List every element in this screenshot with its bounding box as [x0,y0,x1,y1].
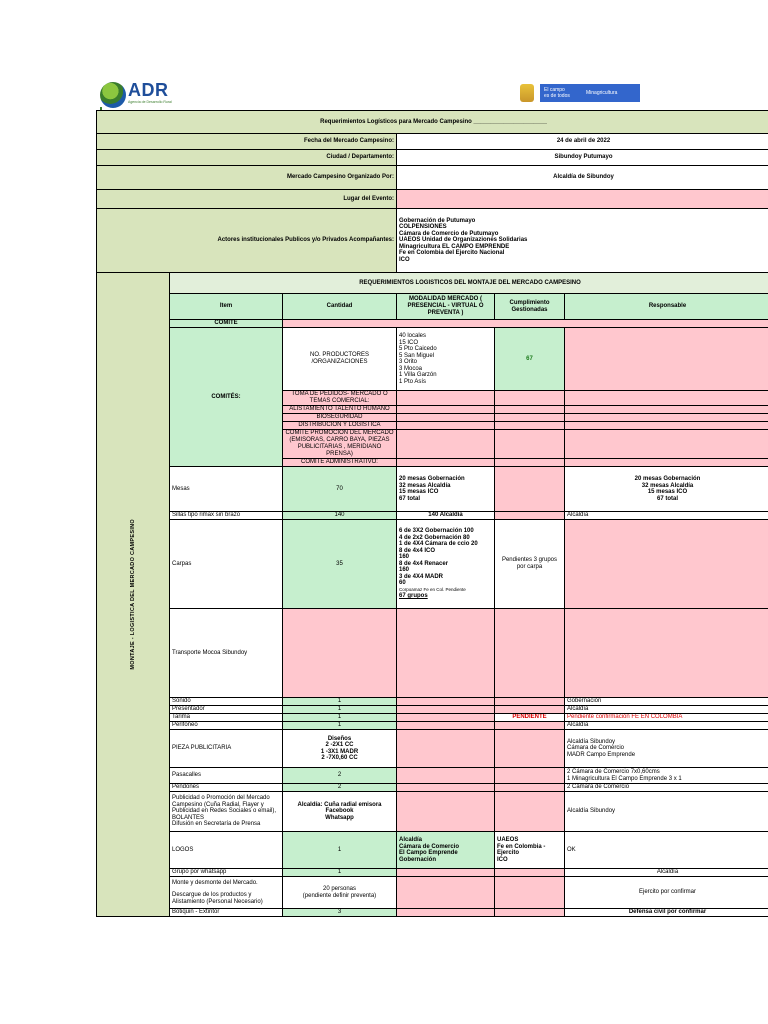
actor-item: Cámara de Comercio de Putumayo [399,230,499,237]
comite-subitem: COMITE ADMINISTRATIVO: [283,459,397,467]
mesas-modalidad-line: 32 mesas Alcaldía [399,482,451,489]
col-header-modalidad: MODALIDAD MERCADO ( PRESENCIAL - VIRTUAL O PREVENTA ) [397,294,495,320]
sillas-responsable: Alcaldía [565,512,768,520]
sillas-cantidad: 140 [283,512,397,520]
pasacalles-cantidad: 2 [283,768,397,784]
pieza-line: Diseños [327,735,352,742]
logos-mod-line: El Campo Emprende [399,850,458,856]
organizado-label: Mercado Campesino Organizado Por: [97,166,397,190]
actor-item: Gobernación de Putumayo [399,217,476,224]
logos-item: LOGOS [170,832,283,869]
section-vertical-label: MONTAJE - LOGISTICA DEL MERCADO CAMPESINO [129,519,136,670]
logos-mod-line: Gobernación [399,856,437,863]
sonido-responsable: Gobernación [565,698,768,706]
montaje-item [170,877,283,909]
perifoneo-responsable: Alcaldía [565,722,768,730]
mesas-modalidad-line: 67 total [399,495,421,502]
ciudad-label: Ciudad / Departamento: [97,150,397,166]
pendones-item: Pendones [170,784,283,792]
tarima-cumplimiento: PENDIENTE [495,714,565,722]
gov-line1: El campo [544,87,565,93]
productores-item: 1 Villa Garzón [399,372,437,378]
col-header-responsable: Responsable [565,294,768,320]
montaje-line: Descargue de los productos y Alistamiento (Personal Necesario) [172,891,263,905]
tarima-cantidad: 1 [283,714,397,722]
comite-subitem: DISTRIBUCION Y LOGISTICA [283,422,397,430]
carpas-modalidad [397,520,495,609]
botiquin-responsable: Defensa civil por confirmar [565,909,768,917]
comite-subitem: COMITÉ PROMOCION DEL MERCADO (EMISORAS, CARRO BAYA, PIEZAS PUBLICITARIAS , MERIDIANO PRENSA) [283,430,397,459]
logos-cumplimiento [495,832,565,869]
sonido-cantidad: 1 [283,698,397,706]
perifoneo-cantidad: 1 [283,722,397,730]
gov-line2: es de todos [544,93,570,99]
logos-mod-line: Alcaldía [399,837,423,843]
mesas-modalidad-line: 15 mesas ICO [399,489,439,495]
adr-logo-subtitle: Agencia de Desarrollo Rural [128,100,172,104]
pasacalles-item: Pasacalles [170,768,283,784]
sillas-modalidad: 140 Alcaldía [397,512,495,520]
presentador-item: Presentador [170,706,283,714]
presentador-cantidad: 1 [283,706,397,714]
adr-logo-icon [100,82,126,108]
organizado-value: Alcaldía de Sibundoy [397,166,768,190]
section-side [97,273,170,917]
col-header-item: Item [170,294,283,320]
colombia-seal-icon [520,84,534,102]
montaje-cant-line: (pendiente definir preventa) [302,892,377,899]
productores-item: 3 Orito [399,359,418,365]
pieza-responsable [565,730,768,768]
publicidad-responsable: Alcaldía Sibundoy [565,792,768,832]
logos-cump-line: Fe en Colombia - [497,843,546,850]
section-heading: REQUERIMIENTOS LOGISTICOS DEL MONTAJE DEL MERCADO CAMPESINO [170,273,768,294]
pieza-resp-line: MADR Campo Emprende [567,751,636,758]
carpas-cantidad: 35 [283,520,397,609]
carpas-line: 1 de 4X4 Cámara de ccio 20 [399,541,478,548]
carpas-total: 67 grupos [399,593,428,600]
carpas-line: 160 [399,567,410,574]
carpas-line: 8 de 4x4 ICO [399,547,436,554]
logos-cump-line: Ejercito [497,850,520,856]
requirements-sheet [96,110,768,917]
comite-subitem: BIOSEGURIDAD [283,414,397,422]
whatsapp-responsable: Alcaldía [565,869,768,877]
fecha-label: Fecha del Mercado Campesino: [97,134,397,150]
carpas-line: 4 de 2x2 Gobernación 80 [399,534,470,541]
productores-item: 5 Pto Caicedo [399,346,437,352]
mesas-responsable-line: 20 mesas Gobernación [634,476,701,482]
form-title: Requerimientos Logísticos para Mercado Campesino ______________________ [97,111,768,134]
actor-item: Fe en Colombia del Ejercito Nacional [399,250,505,257]
actor-item: COLPENSIONES [399,224,447,231]
pasacalles-responsable [565,768,768,784]
mesas-item: Mesas [170,467,283,512]
mesas-responsable-line: 32 mesas Alcaldía [641,482,694,489]
montaje-cant-line: 20 personas [322,886,357,892]
productores-item: 1 Pto Asís [399,378,427,385]
carpas-line: 6 de 3X2 Gobernación 100 [399,528,474,535]
productores-total: 67 [495,328,565,391]
mesas-cantidad: 70 [283,467,397,512]
carpas-line: 160 [399,554,410,561]
sonido-item: Sonido [170,698,283,706]
gov-logo [520,84,620,102]
pieza-line: 2 -2X1 CC [325,742,354,748]
productores-list [397,328,495,391]
productores-responsable [565,328,768,391]
pieza-resp-line: Cámara de Comercio [567,745,625,752]
sillas-item: Sillas tipo rimax sin brazo [170,512,283,520]
pieza-line: 2 -7X0,60 CC [321,755,358,761]
whatsapp-item: Grupo por whatsapp [170,869,283,877]
comite-subitem: ALISTAMIENTO TALENTO HUMANO [283,406,397,414]
botiquin-item: Botiquin - Extintor [170,909,283,917]
productores-item: 40 locales [399,333,427,339]
col-header-cantidad: Cantidad [283,294,397,320]
logos-cump-line: ICO [497,856,508,863]
mesas-responsable-line: 67 total [657,495,679,502]
pieza-item: PIEZA PUBLICITARIA [170,730,283,768]
comites-label: COMITÉS: [170,328,283,467]
gov-ministry: Minagricultura [586,90,618,96]
pasacalles-line: 2 Cámara de Comercio 7x0,60cms [567,769,660,775]
carpas-line: 60 [399,580,406,587]
mesas-modalidad-line: 20 mesas Gobernación [399,476,465,482]
logos-cantidad: 1 [283,832,397,869]
publicidad-line: Difusión en Secretaría de Prensa [172,821,261,828]
mesas-responsable-line: 15 mesas ICO [647,489,688,495]
adr-logo-text: ADR [128,80,169,100]
actor-item: Minagricultura EL CAMPO EMPRENDE [399,243,510,250]
productores-item: 3 Mocoa [399,365,423,372]
montaje-line: Monte y desmonte del Mercado. [172,879,258,886]
logos-mod-line: Cámara de Comercio [399,843,460,850]
ciudad-value: Sibundoy Putumayo [397,150,768,166]
pasacalles-line: 1 Minagricultura El Campo Emprende 3 x 1 [567,775,682,782]
pendones-responsable: 2 Cámara de Comercio [565,784,768,792]
publicidad-line: Publicidad o Promoción del Mercado Campesino (Cuña Radial, Flayer y Publicidad en Redes Sociales o email), BOLANTES [172,795,277,821]
logos-responsable: OK [565,832,768,869]
actores-label: Actores institucionales Publicos y/o Privados Acompañantes: [97,209,397,273]
botiquin-cantidad: 3 [283,909,397,917]
publicidad-cant-line: Facebook [325,808,354,815]
montaje-cantidad [283,877,397,909]
mesas-responsable [565,467,768,512]
pendones-cantidad: 2 [283,784,397,792]
actor-item: ICO [399,256,410,263]
comite-subitem: TOMA DE PEDIDOS- MERCADO O TEMAS COMERCIAL: [283,391,397,406]
tarima-responsable: Pendiente confirmación FE EN COLOMBIA [565,714,768,722]
lugar-label: Lugar del Evento: [97,190,397,209]
montaje-responsable: Ejercito por confirmar [565,877,768,909]
tarima-item: Tarima [170,714,283,722]
logos-modalidad [397,832,495,869]
col-header-cumplimiento: Cumplimiento Gestionadas [495,294,565,320]
comite-label: COMITE [170,320,283,328]
carpas-cumplimiento: Pendientes 3 grupos por carpa [495,520,565,609]
productores-item: 15 ICO [399,339,419,346]
actor-item: UAEOS Unidad de Organizaziones Solidarias [399,237,528,244]
carpas-line: 8 de 4x4 Renacer [399,560,449,567]
publicidad-cantidad [283,792,397,832]
pieza-cantidad [283,730,397,768]
carpas-note: Corpoamaz Fe en Col. Pendiente [399,586,466,592]
logos-cump-line: UAEOS [497,837,519,843]
productores-item: 5 San Miguel [399,352,435,359]
carpas-item: Carpas [170,520,283,609]
publicidad-item [170,792,283,832]
mesas-modalidad [397,467,495,512]
perifoneo-item: Perifoneo [170,722,283,730]
presentador-responsable: Alcaldía [565,706,768,714]
productores-label: NO. PRODUCTORES /ORGANIZACIONES [283,328,397,391]
actores-list [397,209,768,273]
pieza-line: 1 -3X1 MADR [320,748,359,755]
adr-logo [100,80,180,110]
publicidad-cant-line: Whatsapp [325,814,354,821]
gov-banner [540,84,640,102]
lugar-value [397,190,768,209]
fecha-value: 24 de abril de 2022 [397,134,768,150]
carpas-line: 3 de 4X4 MADR [399,573,444,580]
whatsapp-cantidad: 1 [283,869,397,877]
pieza-resp-line: Alcaldía Sibundoy [567,738,616,745]
publicidad-cant-line: Alcaldía: Cuña radial emisora [297,801,382,808]
comite-empty [283,320,768,328]
transporte-item: Transporte Mocoa Sibundoy [170,609,283,698]
